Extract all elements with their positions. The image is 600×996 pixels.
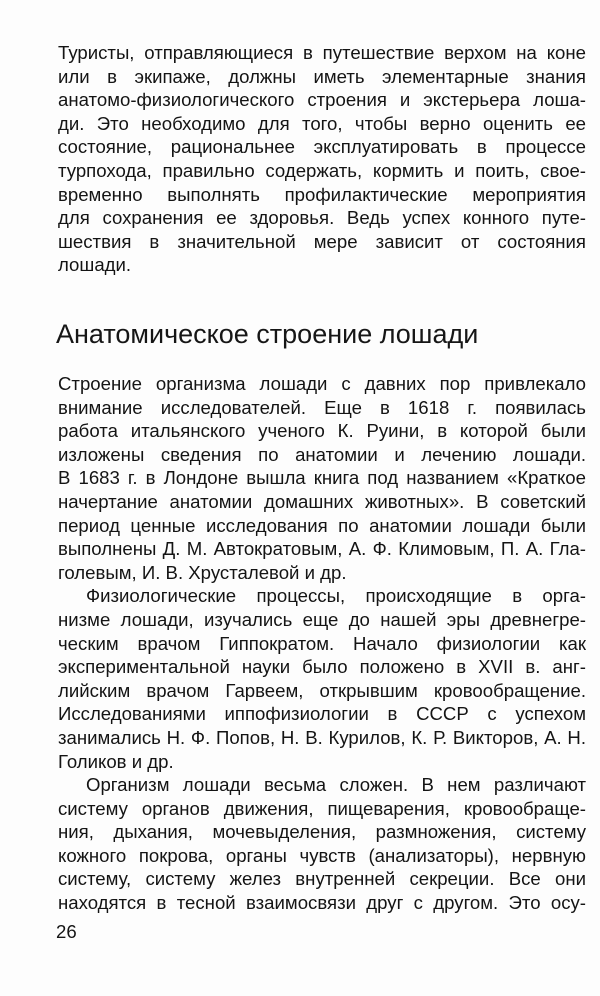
text-line: ческим врачом Гиппократом. Начало физиологии как bbox=[58, 632, 586, 654]
text-line: голевым, И. В. Хрусталевой и др. bbox=[58, 561, 347, 583]
text-line: Организм лошади весьма сложен. В нем различают bbox=[86, 774, 586, 796]
text-line: лийским врачом Гарвеем, открывшим кровообращение. bbox=[58, 679, 586, 701]
text-line: экспериментальной науки было положено в XVII в. анг- bbox=[58, 656, 586, 678]
text-line: период ценные исследования по анатомии лошади были bbox=[58, 514, 586, 536]
section-body bbox=[58, 372, 586, 915]
text-line: работа итальянского ученого К. Руини, в которой были bbox=[58, 420, 586, 442]
text-line: Исследованиями иппофизиологии в СССР с успехом bbox=[58, 703, 586, 725]
text-line: внимание исследователей. Еще в 1618 г. появилась bbox=[58, 396, 586, 418]
paragraph-3 bbox=[58, 773, 586, 915]
text-line: Строение организма лошади с давних пор привлекало bbox=[58, 373, 586, 394]
page-number: 26 bbox=[56, 921, 77, 942]
text-line: анатомо-физиологического строения и экстерьера лоша- bbox=[58, 89, 586, 111]
text-line: Туристы, отправляющиеся в путешествие верхом на коне bbox=[58, 42, 586, 63]
text-line: выполнены Д. М. Автократовым, А. Ф. Климовым, П. А. Гла- bbox=[58, 538, 586, 560]
text-line: ди. Это необходимо для того, чтобы верно оценить ее bbox=[58, 112, 586, 134]
paragraph-1 bbox=[58, 372, 586, 584]
text-line: занимались Н. Ф. Попов, Н. В. Курилов, К. Р. Викторов, А. Н. bbox=[58, 726, 586, 748]
text-line: находятся в тесной взаимосвязи друг с другом. Это осу- bbox=[58, 892, 586, 914]
intro-paragraph bbox=[58, 41, 586, 277]
text-line: изложены сведения по анатомии и лечению лошади. bbox=[58, 443, 586, 465]
section-heading: Анатомическое строение лошади bbox=[56, 319, 479, 349]
text-line: Голиков и др. bbox=[58, 750, 174, 772]
text-line: турпохода, правильно содержать, кормить и поить, свое- bbox=[58, 159, 586, 181]
text-line: состояние, рациональнее эксплуатировать в процессе bbox=[58, 136, 586, 158]
text-line: для сохранения ее здоровья. Ведь успех конного путе- bbox=[58, 207, 586, 229]
text-line: систему органов движения, пищеварения, кровообраще- bbox=[58, 797, 586, 819]
text-line: систему, систему желез внутренней секреции. Все они bbox=[58, 868, 586, 890]
text-line: ния, дыхания, мочевыделения, размножения, систему bbox=[58, 821, 586, 843]
text-line: или в экипаже, должны иметь элементарные знания bbox=[58, 65, 586, 87]
text-line: В 1683 г. в Лондоне вышла книга под названием «Краткое bbox=[58, 467, 586, 489]
text-line: кожного покрова, органы чувств (анализаторы), нервную bbox=[58, 844, 586, 866]
paragraph-2 bbox=[58, 584, 586, 773]
text-line: временно выполнять профилактические мероприятия bbox=[58, 183, 586, 205]
text-line: лошади. bbox=[58, 254, 132, 276]
text-line: начертание анатомии домашних животных». В советский bbox=[58, 490, 586, 512]
text-line: Физиологические процессы, происходящие в орга- bbox=[86, 585, 586, 607]
text-line: шествия в значительной мере зависит от состояния bbox=[58, 230, 586, 252]
text-line: низме лошади, изучались еще до нашей эры древнегре- bbox=[58, 608, 586, 630]
